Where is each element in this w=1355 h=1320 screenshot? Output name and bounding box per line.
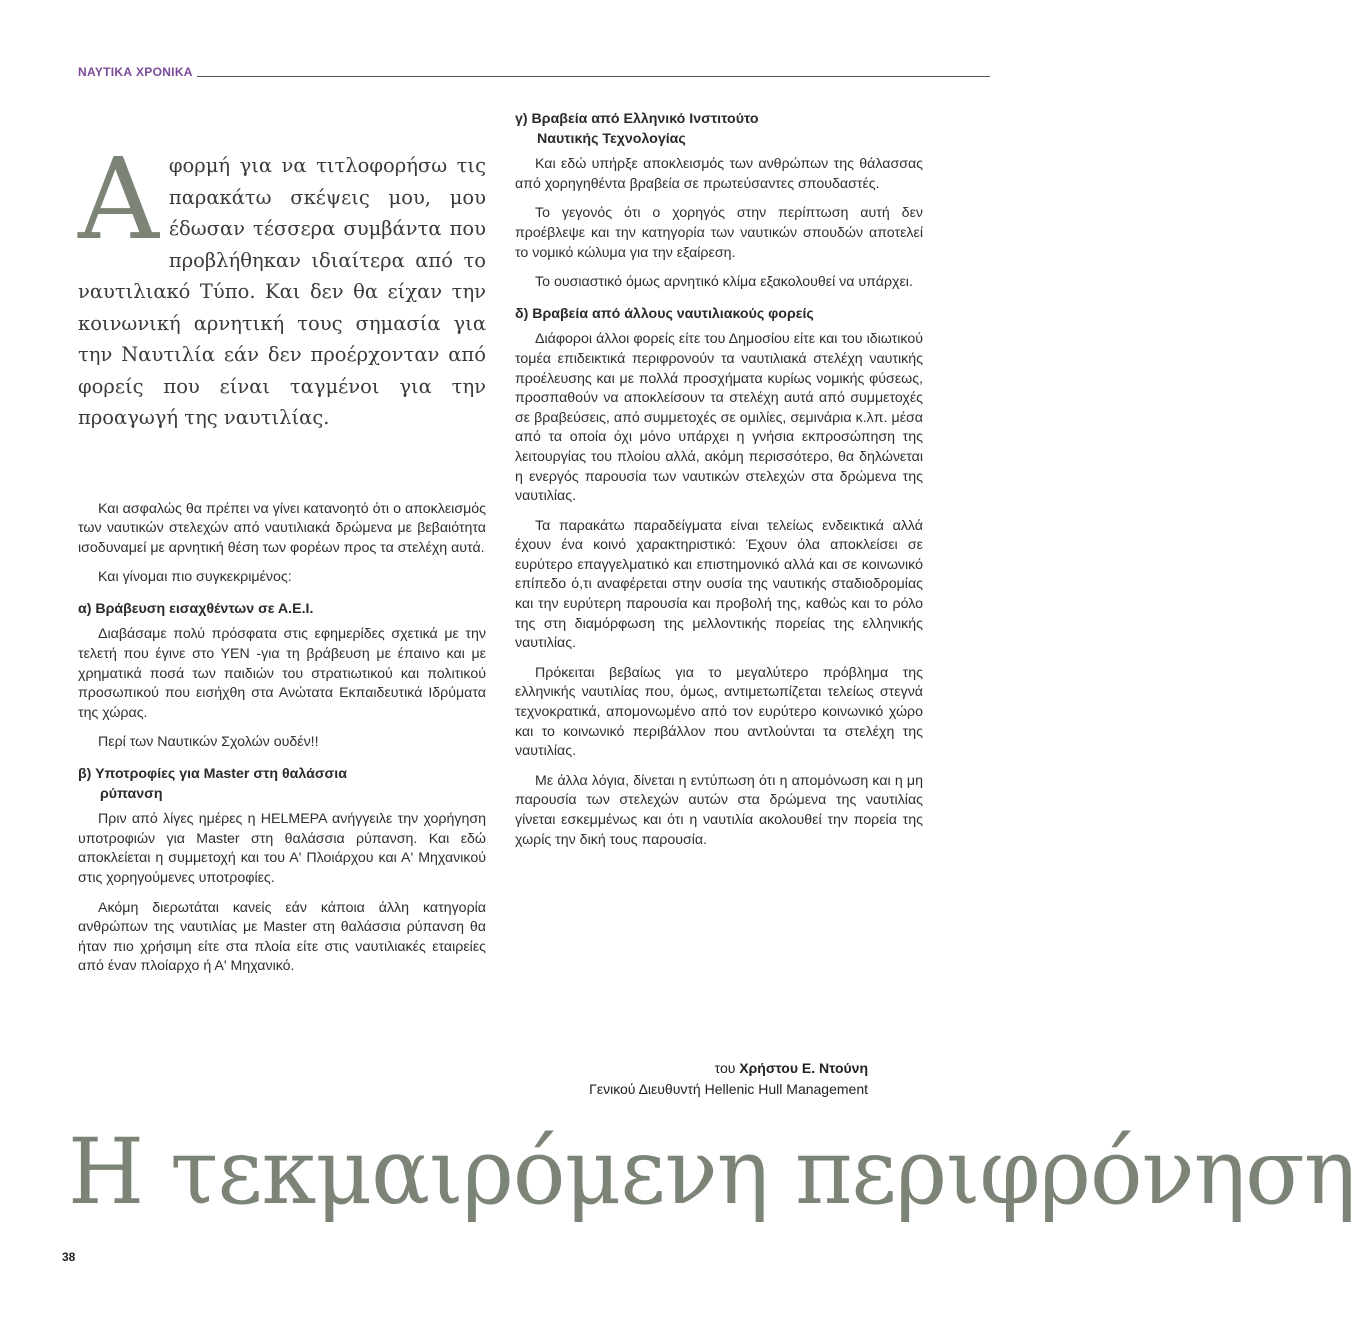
body-paragraph: Και γίνομαι πιο συγκεκριμένος: xyxy=(98,569,292,586)
section-heading-b-line1: β) Υποτροφίες για Master στη θαλάσσια xyxy=(78,766,347,783)
section-heading-b xyxy=(78,765,486,804)
magazine-title: ΝΑΥΤΙΚΑ ΧΡΟΝΙΚΑ xyxy=(78,65,197,79)
header-rule xyxy=(190,76,990,77)
running-header xyxy=(78,62,990,82)
byline-prefix: του xyxy=(714,1060,740,1076)
section-heading-b-line2: ρύπανση xyxy=(100,785,163,802)
body-paragraph: Πρόκειται βεβαίως για το μεγαλύτερο πρόβλημα της ελληνικής ναυτιλίας που, όμως, αντιμετωπίζεται τελείως στεγνά τεχνοκρατικά, απομονωμένο από τον ευρύτερο κοινωνικό χώρο και το κοινωνικό περιβάλλον που αντλούνται τα στελέχη της ναυτιλίας. xyxy=(515,664,923,760)
drop-cap: Α xyxy=(78,135,159,265)
lead-text: φορμή για να τιτλοφορήσω τις παρακάτω σκέψεις μου, μου έδωσαν τέσσερα συμβάντα που προβλήθηκαν ιδιαίτερα από το ναυτιλιακό Τύπο. Και δεν θα είχαν την κοινωνική αρνητική τους σημασία για την Ναυτιλία εάν δεν προέρχονταν από φορείς που είναι ταγμένοι για την προαγωγή της ναυτιλίας. xyxy=(78,154,486,429)
body-paragraph: Ακόμη διερωτάται κανείς εάν κάποια άλλη κατηγορία ανθρώπων της ναυτιλίας με Master στη θαλάσσια ρύπανση θα ήταν πιο χρήσιμη είτε στα πλοία είτε στις ναυτιλιακές εταιρείες από έναν πλοίαρχο ή Α' Μηχανικό. xyxy=(78,899,486,975)
author-byline xyxy=(548,1058,868,1100)
section-heading-a: α) Βράβευση εισαχθέντων σε Α.Ε.Ι. xyxy=(78,600,314,617)
body-paragraph: Διαβάσαμε πολύ πρόσφατα στις εφημερίδες σχετικά με την τελετή που έγινε στο ΥΕΝ -για τη βράβευση με έπαινο και με χρηματικά ποσά των παιδιών του στρατιωτικού και πολιτικού προσωπικού που εισήχθη στα Ανώτατα Εκπαιδευτικά Ιδρύματα της χώρας. xyxy=(78,626,486,721)
body-paragraph: Το ουσιαστικό όμως αρνητικό κλίμα εξακολουθεί να υπάρχει. xyxy=(535,274,913,291)
body-paragraph: Και εδώ υπήρξε αποκλεισμός των ανθρώπων της θάλασσας από χορηγηθέντα βραβεία σε πρωτεύσαντες σπουδαστές. xyxy=(515,156,923,192)
article-title: Η τεκμαιρόμενη περιφρόνηση xyxy=(68,1120,1355,1225)
author-line xyxy=(548,1058,868,1079)
column-gap xyxy=(78,434,486,500)
body-paragraph: Τα παρακάτω παραδείγματα είναι τελείως ενδεικτικά αλλά έχουν ένα κοινό χαρακτηριστικό: Έχουν όλα αποκλείσει σε ευρύτερο επαγγελματικό και επιστημονικό αλλά και σε κοινωνικό επίπεδο ό,τι αναφέρεται στην ουσία της ναυτικής σταδιοδρομίας και την ευρύτερη παρουσία και προβολή της, καθώς και το ρόλο της στη διαμόρφωση της μελλοντικής πορείας της ελληνικής ναυτιλίας. xyxy=(515,517,923,652)
body-paragraph: Με άλλα λόγια, δίνεται η εντύπωση ότι η απομόνωση και η μη παρουσία των στελεχών αυτών στα δρώμενα της ναυτιλίας γίνεται εσκεμμένως και ότι η ναυτιλία ακολουθεί την πορεία της χωρίς την δική τους παρουσία. xyxy=(515,772,923,848)
left-column xyxy=(78,135,486,987)
page-number: 38 xyxy=(62,1250,76,1264)
section-heading-d: δ) Βραβεία από άλλους ναυτιλιακούς φορείς xyxy=(515,305,814,322)
section-heading-c-line1: γ) Βραβεία από Ελληνικό Ινστιτούτο xyxy=(515,111,759,127)
body-paragraph: Πριν από λίγες ημέρες η HELMEPA ανήγγειλε την χορήγηση υποτροφιών για Master στη θαλάσσια ρύπανση. Και εδώ αποκλείεται η συμμετοχή και του Α' Πλοιάρχου και Α' Μηχανικού στις χορηγούμενες υποτροφίες. xyxy=(78,811,486,886)
body-paragraph: Το γεγονός ότι ο χορηγός στην περίπτωση αυτή δεν προέβλεψε και την κατηγορία των ναυτικών σπουδών αποτελεί το νομικό κώλυμα για την εξαίρεση. xyxy=(515,205,923,261)
right-column xyxy=(515,110,923,860)
section-heading-c-line2: Ναυτικής Τεχνολογίας xyxy=(537,130,686,147)
section-heading-c xyxy=(515,110,923,149)
author-name: Χρήστου Ε. Ντούνη xyxy=(739,1060,868,1076)
body-paragraph: Διάφοροι άλλοι φορείς είτε του Δημοσίου είτε και του ιδιωτικού τομέα επιδεικτικά περιφρονούν τα ναυτιλιακά στελέχη ναυτικής προέλευσης και με πολλά προσχήματα κυρίως νομικής φύσεως, προσπαθούν να αποκλείσουν τα στελέχη αυτά από συμμετοχές σε βραβεύσεις, από συμμετοχές σε ομιλίες, σεμινάρια κ.λπ. μέσα από τα οποία όχι μόνο υπάρχει η γνήσια εκπροσώπηση της λειτουργίας του πλοίου αλλά, ακόμη περισσότερο, θα δηλώνεται η ενεργός παρουσία των ναυτικών στελεχών στα δρώμενα της ναυτιλίας. xyxy=(515,331,923,505)
author-role: Γενικού Διευθυντή Hellenic Hull Management xyxy=(589,1081,868,1097)
lead-paragraph xyxy=(78,135,486,434)
body-paragraph: Περί των Ναυτικών Σχολών ουδέν!! xyxy=(98,734,319,751)
body-paragraph: Και ασφαλώς θα πρέπει να γίνει κατανοητό ότι ο αποκλεισμός των ναυτικών στελεχών από ναυτιλιακά δρώμενα με βεβαιότητα ισοδυναμεί με αρνητική θέση των φορέων προς τα στελέχη αυτά. xyxy=(78,500,486,556)
